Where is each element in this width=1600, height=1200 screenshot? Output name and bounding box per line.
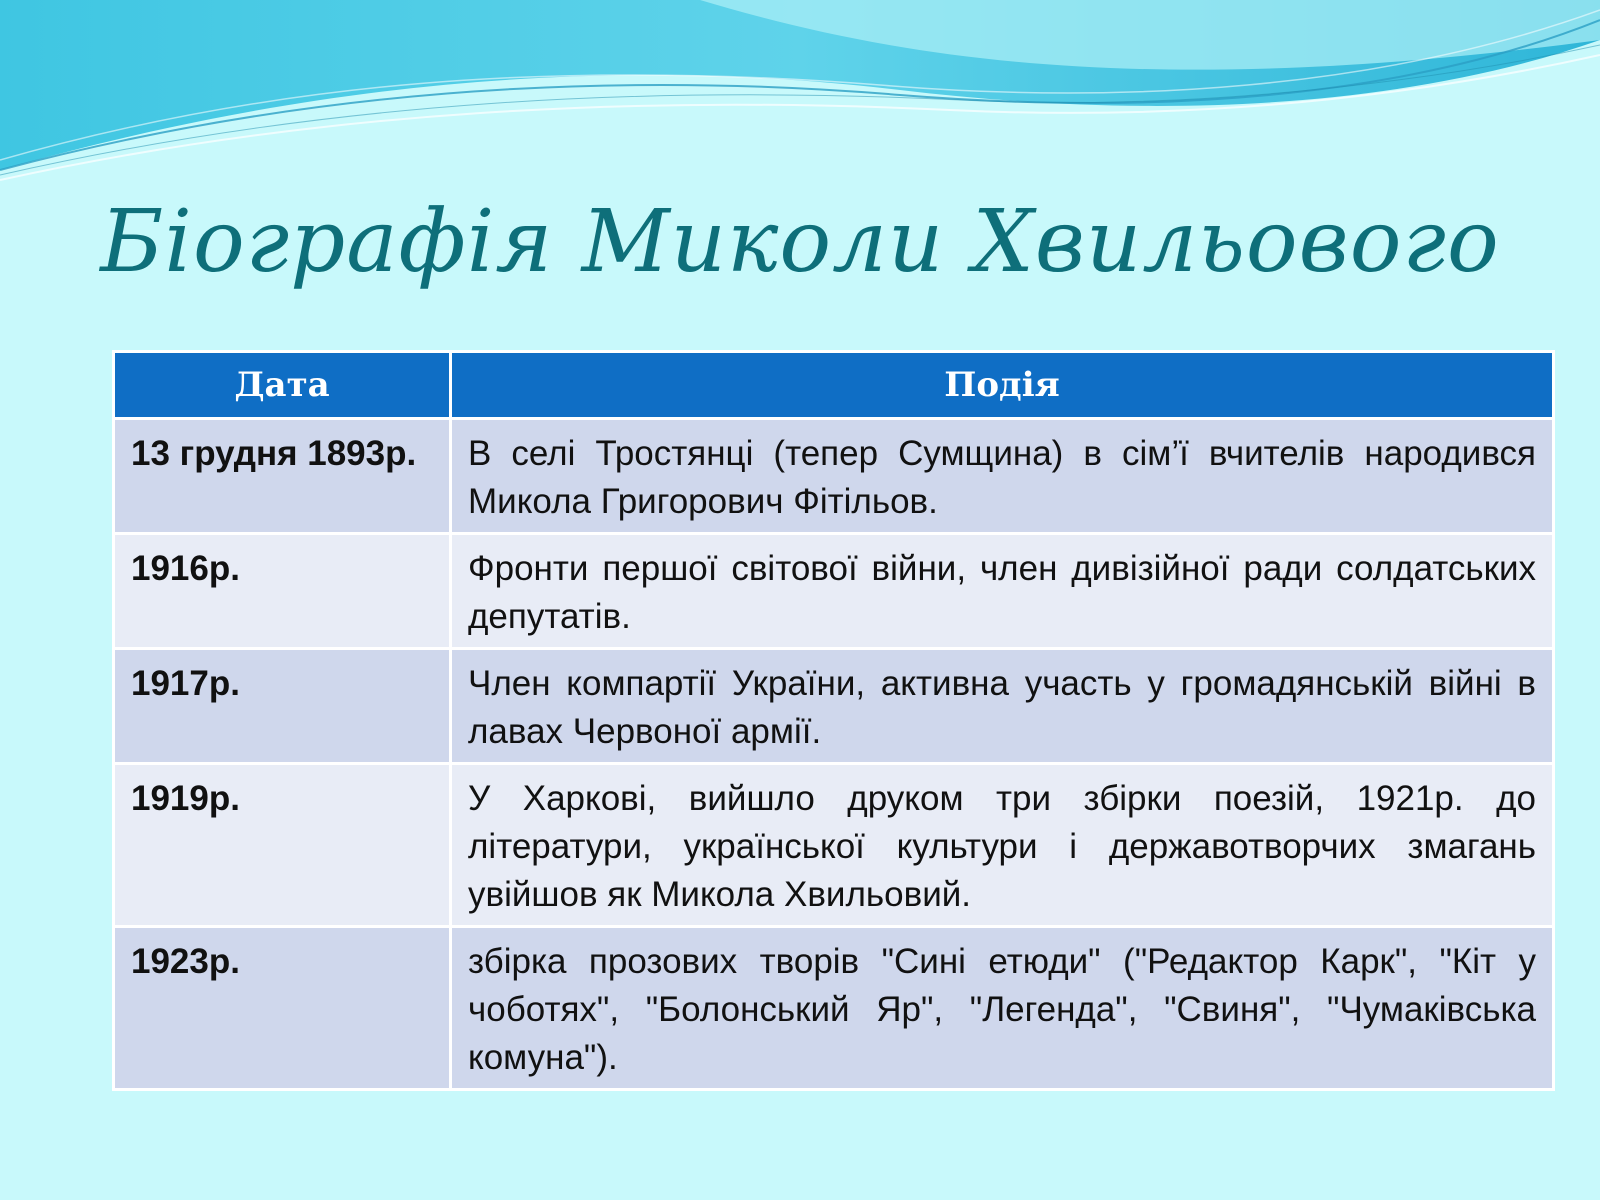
table-row <box>114 534 1554 649</box>
row-event: Фронти першої світової війни, член дивізійної ради солдатських депутатів. <box>451 534 1554 649</box>
header-event: Подія <box>451 352 1554 419</box>
row-event: Член компартії України, активна участь у громадянській війні в лавах Червоної армії. <box>451 649 1554 764</box>
row-date: 1919р. <box>114 764 451 927</box>
table-row <box>114 649 1554 764</box>
row-date: 1916р. <box>114 534 451 649</box>
biography-table <box>112 350 1555 1091</box>
table-row <box>114 764 1554 927</box>
header-date: Дата <box>114 352 451 419</box>
row-date: 13 грудня 1893р. <box>114 419 451 534</box>
row-event: У Харкові, вийшло друком три збірки поезій, 1921р. до літератури, української культури і державотворчих змагань увійшов як Микола Хвильовий. <box>451 764 1554 927</box>
slide-title: Біографія Миколи Хвильового <box>100 192 1500 292</box>
table-header-row <box>114 352 1554 419</box>
row-event: В селі Тростянці (тепер Сумщина) в сім’ї вчителів народився Микола Григорович Фітільов. <box>451 419 1554 534</box>
row-event: збірка прозових творів "Сині етюди" ("Редактор Карк", "Кіт у чоботях", "Болонський Яр", "Легенда", "Свиня", "Чумаківська комуна"). <box>451 927 1554 1090</box>
table-row <box>114 419 1554 534</box>
decorative-wave-banner <box>0 0 1600 200</box>
table-row <box>114 927 1554 1090</box>
row-date: 1917р. <box>114 649 451 764</box>
row-date: 1923р. <box>114 927 451 1090</box>
